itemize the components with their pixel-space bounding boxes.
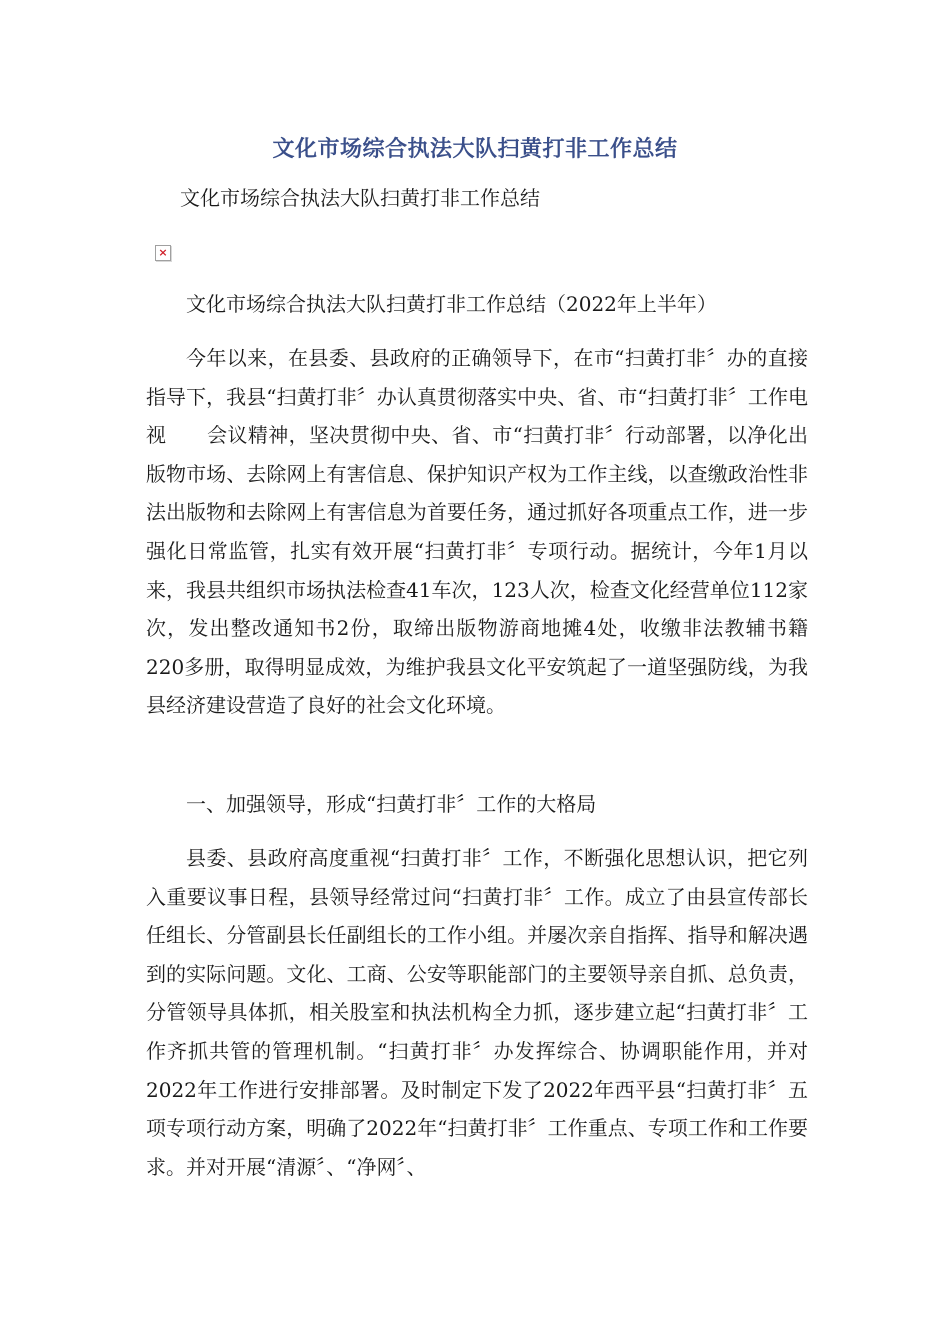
section-heading-1: 一、加强领导，形成“扫黄打非〞工作的大格局 [186,792,597,816]
broken-image-icon [155,245,171,261]
broken-image-glyph: × [158,246,168,259]
document-title: 文化市场综合执法大队扫黄打非工作总结 [272,137,678,162]
body-paragraph-section-1: 县委、县政府高度重视“扫黄打非〞工作，不断强化思想认识，把它列入重要议事日程，县领导经常过问“扫黄打非〞工作。成立了由县宣传部长任组长、分管副县长任副组长的工作小组。并屡次亲自指挥、指导和解决遇到的实际问题。文化、工商、公安等职能部门的主要领导亲自抓、总负责，分管领导具体抓，相关股室和执法机构全力抓，逐步建立起“扫黄打非〞工作齐抓共管的管理机制。“扫黄打非〞办发挥综合、协调职能作用，并对2022年工作进行安排部署。及时制定下发了2022年西平县“扫黄打非〞五项专项行动方案，明确了2022年“扫黄打非〞工作重点、专项工作和工作要求。并对开展“清源〞、“净网〞、 [146,846,808,1179]
body-paragraph-intro: 今年以来，在县委、县政府的正确领导下，在市“扫黄打非〞办的直接指导下，我县“扫黄打非〞办认真贯彻落实中央、省、市“扫黄打非〞工作电视 会议精神，坚决贯彻中央、省、市“扫黄打非〞行动部署，以净化出版物市场、去除网上有害信息、保护知识产权为工作主线，以查缴政治性非法出版物和去除网上有害信息为首要任务，通过抓好各项重点工作，进一步强化日常监管，扎实有效开展“扫黄打非〞专项行动。据统计，今年1月以来，我县共组织市场执法检查41车次，123人次，检查文化经营单位112家次，发出整改通知书2份，取缔出版物游商地摊4处，收缴非法教辅书籍220多册，取得明显成效，为维护我县文化平安筑起了一道坚强防线，为我县经济建设营造了良好的社会文化环境。 [146,346,808,718]
document-subtitle: 文化市场综合执法大队扫黄打非工作总结 [180,186,540,210]
report-heading: 文化市场综合执法大队扫黄打非工作总结（2022年上半年） [186,292,717,316]
